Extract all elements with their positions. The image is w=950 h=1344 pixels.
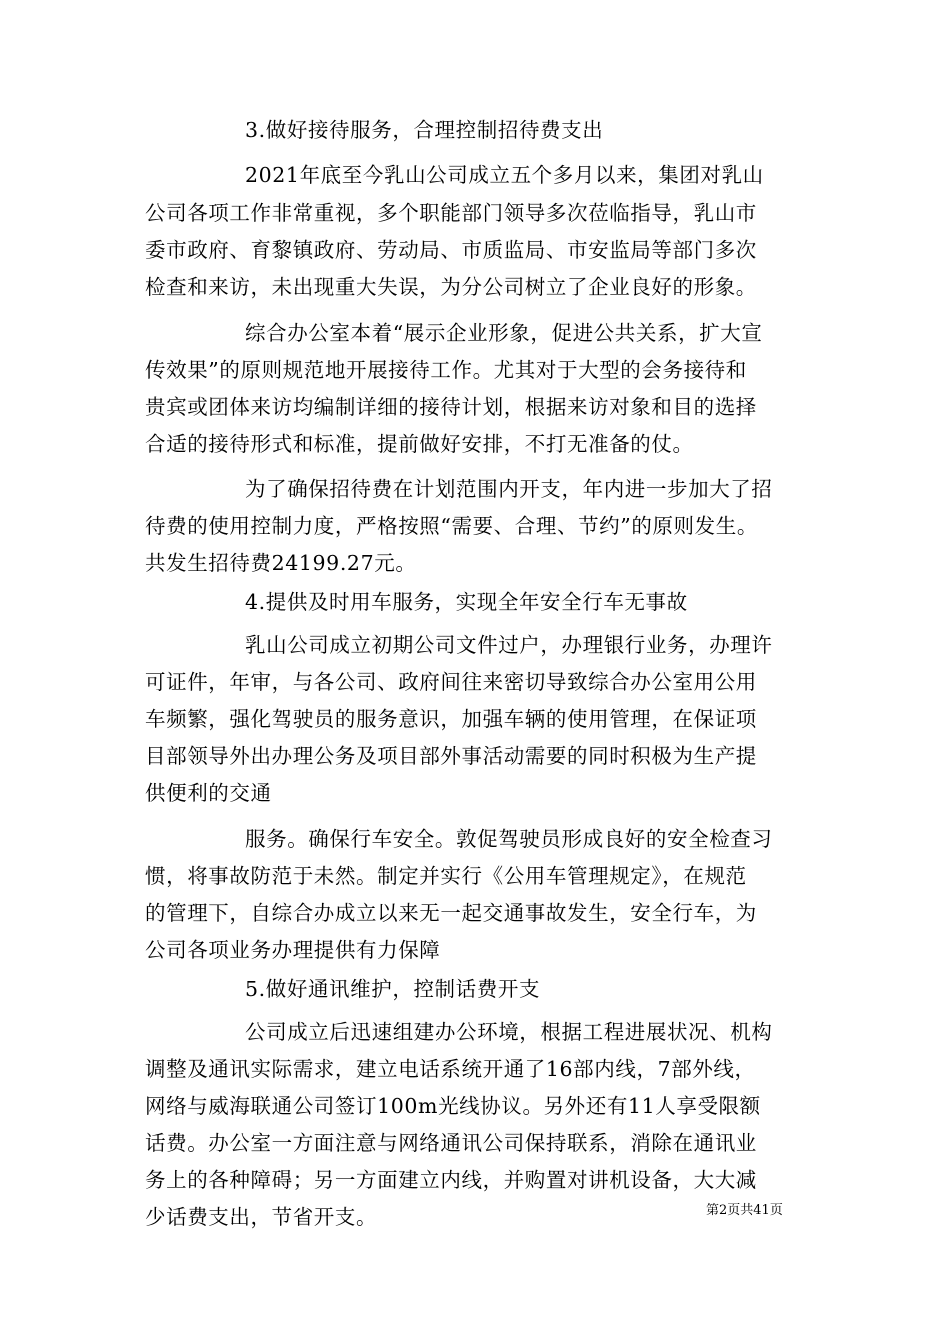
paragraph-line: 检查和来访，未出现重大失误，为分公司树立了企业良好的形象。 [145, 275, 757, 299]
paragraph-line: 传效果”的原则规范地开展接待工作。尤其对于大型的会务接待和 [145, 358, 747, 382]
paragraph-line: 供便利的交通 [145, 781, 272, 805]
paragraph-line: 合适的接待形式和标准，提前做好安排，不打无准备的仗。 [145, 432, 694, 456]
paragraph-line: 目部领导外出办理公务及项目部外事活动需要的同时积极为生产提 [145, 744, 757, 768]
section-heading-5: 5.做好通讯维护，控制话费开支 [245, 977, 541, 1001]
paragraph-line: 少话费支出，节省开支。 [145, 1205, 378, 1229]
paragraph-line: 务上的各种障碍；另一方面建立内线，并购置对讲机设备，大大减 [145, 1168, 757, 1192]
paragraph-line: 惯，将事故防范于未然。制定并实行《公用车管理规定》，在规范 [145, 864, 747, 888]
paragraph-line: 车频繁，强化驾驶员的服务意识，加强车辆的使用管理，在保证项 [145, 707, 757, 731]
paragraph-line: 贵宾或团体来访均编制详细的接待计划，根据来访对象和目的选择 [145, 395, 757, 419]
paragraph-line: 话费。办公室一方面注意与网络通讯公司保持联系，消除在通讯业 [145, 1131, 757, 1155]
paragraph-line: 公司各项业务办理提供有力保障 [145, 938, 441, 962]
paragraph-line: 网络与威海联通公司签订100m光线协议。另外还有11人享受限额 [145, 1094, 761, 1118]
paragraph-line: 公司成立后迅速组建办公环境，根据工程进展状况、机构 [245, 1020, 773, 1044]
paragraph-line: 的管理下，自综合办成立以来无一起交通事故发生，安全行车，为 [145, 901, 757, 925]
paragraph-line: 综合办公室本着“展示企业形象，促进公共关系，扩大宣 [245, 321, 763, 345]
paragraph-line: 可证件，年审，与各公司、政府间往来密切导致综合办公室用公用 [145, 670, 757, 694]
paragraph-line: 待费的使用控制力度，严格按照“需要、合理、节约”的原则发生。 [145, 514, 758, 538]
paragraph-line: 为了确保招待费在计划范围内开支，年内进一步加大了招 [245, 477, 773, 501]
page-number: 第2页共41页 [706, 1203, 783, 1218]
paragraph-line: 调整及通讯实际需求，建立电话系统开通了16部内线，7部外线， [145, 1057, 756, 1081]
paragraph-line: 服务。确保行车安全。敦促驾驶员形成良好的安全检查习 [245, 827, 773, 851]
paragraph-line: 乳山公司成立初期公司文件过户，办理银行业务，办理许 [245, 633, 773, 657]
paragraph-line: 公司各项工作非常重视，多个职能部门领导多次莅临指导，乳山市 [145, 201, 757, 225]
paragraph-line: 共发生招待费24199.27元。 [145, 551, 417, 575]
paragraph-line: 委市政府、育黎镇政府、劳动局、市质监局、市安监局等部门多次 [145, 238, 757, 262]
section-heading-4: 4.提供及时用车服务，实现全年安全行车无事故 [245, 590, 688, 614]
section-heading-3: 3.做好接待服务，合理控制招待费支出 [245, 118, 604, 142]
paragraph-line: 2021年底至今乳山公司成立五个多月以来，集团对乳山 [245, 163, 764, 187]
